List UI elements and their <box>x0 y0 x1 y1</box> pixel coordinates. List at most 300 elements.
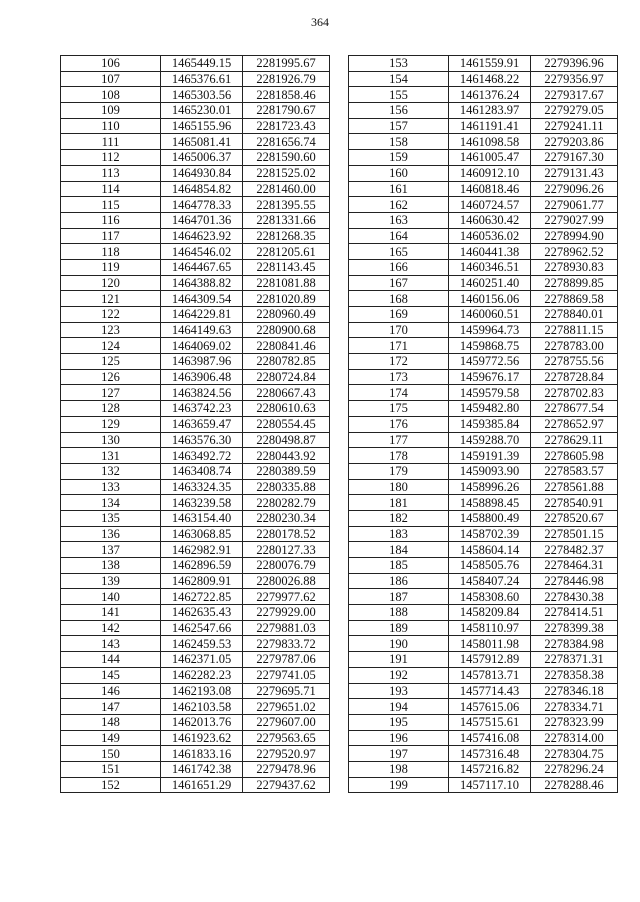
point-number-cell: 170 <box>349 322 449 338</box>
coordinate-x-cell: 1465081.41 <box>161 134 243 150</box>
coordinate-x-cell: 1457615.06 <box>449 699 531 715</box>
coordinate-x-cell: 1464069.02 <box>161 338 243 354</box>
table-row <box>349 338 618 354</box>
coordinate-x-cell: 1462459.53 <box>161 636 243 652</box>
coordinate-y-cell: 2278288.46 <box>531 777 618 793</box>
coordinate-y-cell: 2280782.85 <box>243 354 330 370</box>
coordinate-x-cell: 1461283.97 <box>449 103 531 119</box>
coordinate-y-cell: 2279651.02 <box>243 699 330 715</box>
coordinate-x-cell: 1461833.16 <box>161 746 243 762</box>
coordinate-y-cell: 2281460.00 <box>243 181 330 197</box>
coordinate-x-cell: 1458209.84 <box>449 605 531 621</box>
table-row <box>349 526 618 542</box>
coordinate-x-cell: 1462809.91 <box>161 573 243 589</box>
coordinate-y-cell: 2278561.88 <box>531 479 618 495</box>
coordinate-y-cell: 2279027.99 <box>531 212 618 228</box>
point-number-cell: 166 <box>349 259 449 275</box>
coordinate-x-cell: 1465449.15 <box>161 56 243 72</box>
coordinate-x-cell: 1458011.98 <box>449 636 531 652</box>
coordinate-x-cell: 1464930.84 <box>161 165 243 181</box>
coordinate-x-cell: 1461559.91 <box>449 56 531 72</box>
point-number-cell: 160 <box>349 165 449 181</box>
point-number-cell: 134 <box>61 495 161 511</box>
coordinate-x-cell: 1459964.73 <box>449 322 531 338</box>
coordinate-y-cell: 2278962.52 <box>531 244 618 260</box>
table-row <box>61 181 330 197</box>
coordinate-x-cell: 1458800.49 <box>449 510 531 526</box>
table-row <box>61 699 330 715</box>
coordinate-x-cell: 1464701.36 <box>161 212 243 228</box>
coordinate-y-cell: 2280724.84 <box>243 369 330 385</box>
coordinate-y-cell: 2280554.45 <box>243 416 330 432</box>
point-number-cell: 171 <box>349 338 449 354</box>
table-row <box>349 385 618 401</box>
coordinate-y-cell: 2280443.92 <box>243 448 330 464</box>
table-row <box>349 401 618 417</box>
coordinate-x-cell: 1459676.17 <box>449 369 531 385</box>
coordinate-y-cell: 2279131.43 <box>531 165 618 181</box>
coordinate-y-cell: 2278346.18 <box>531 683 618 699</box>
coordinate-y-cell: 2278755.56 <box>531 354 618 370</box>
coordinate-x-cell: 1461651.29 <box>161 777 243 793</box>
coordinate-x-cell: 1462371.05 <box>161 652 243 668</box>
coordinate-y-cell: 2279977.62 <box>243 589 330 605</box>
coordinate-y-cell: 2279695.71 <box>243 683 330 699</box>
point-number-cell: 152 <box>61 777 161 793</box>
table-row <box>349 589 618 605</box>
point-number-cell: 195 <box>349 714 449 730</box>
table-row <box>61 667 330 683</box>
coordinate-x-cell: 1462722.85 <box>161 589 243 605</box>
table-row <box>61 56 330 72</box>
coordinate-y-cell: 2280127.33 <box>243 542 330 558</box>
point-number-cell: 184 <box>349 542 449 558</box>
coordinate-y-cell: 2280230.34 <box>243 510 330 526</box>
table-row <box>61 746 330 762</box>
point-number-cell: 165 <box>349 244 449 260</box>
coordinate-x-cell: 1465376.61 <box>161 71 243 87</box>
table-row <box>349 432 618 448</box>
point-number-cell: 186 <box>349 573 449 589</box>
table-row <box>61 71 330 87</box>
point-number-cell: 133 <box>61 479 161 495</box>
coordinate-x-cell: 1458702.39 <box>449 526 531 542</box>
coordinate-x-cell: 1463154.40 <box>161 510 243 526</box>
coordinate-y-cell: 2280026.88 <box>243 573 330 589</box>
coordinate-x-cell: 1460156.06 <box>449 291 531 307</box>
point-number-cell: 143 <box>61 636 161 652</box>
table-row <box>349 354 618 370</box>
table-row <box>349 777 618 793</box>
table-row <box>349 652 618 668</box>
point-number-cell: 198 <box>349 761 449 777</box>
coordinate-x-cell: 1463576.30 <box>161 432 243 448</box>
coordinate-y-cell: 2281143.45 <box>243 259 330 275</box>
table-row <box>349 683 618 699</box>
table-row <box>349 463 618 479</box>
coordinate-x-cell: 1461191.41 <box>449 118 531 134</box>
coordinate-x-cell: 1457216.82 <box>449 761 531 777</box>
coordinate-x-cell: 1463824.56 <box>161 385 243 401</box>
coordinate-x-cell: 1457813.71 <box>449 667 531 683</box>
point-number-cell: 139 <box>61 573 161 589</box>
point-number-cell: 176 <box>349 416 449 432</box>
point-number-cell: 189 <box>349 620 449 636</box>
coordinate-y-cell: 2281268.35 <box>243 228 330 244</box>
table-row <box>61 354 330 370</box>
point-number-cell: 107 <box>61 71 161 87</box>
coordinate-x-cell: 1459482.80 <box>449 401 531 417</box>
coordinate-x-cell: 1462547.66 <box>161 620 243 636</box>
coordinate-y-cell: 2278629.11 <box>531 432 618 448</box>
coordinate-x-cell: 1457515.61 <box>449 714 531 730</box>
table-row <box>61 573 330 589</box>
coordinate-y-cell: 2279607.00 <box>243 714 330 730</box>
coordinate-x-cell: 1461923.62 <box>161 730 243 746</box>
point-number-cell: 118 <box>61 244 161 260</box>
table-row <box>61 228 330 244</box>
coordinate-y-cell: 2281995.67 <box>243 56 330 72</box>
coordinate-y-cell: 2278583.57 <box>531 463 618 479</box>
coordinate-x-cell: 1459579.58 <box>449 385 531 401</box>
coordinate-x-cell: 1465006.37 <box>161 150 243 166</box>
coordinate-y-cell: 2280335.88 <box>243 479 330 495</box>
table-row <box>61 463 330 479</box>
table-row <box>61 401 330 417</box>
point-number-cell: 155 <box>349 87 449 103</box>
coordinate-x-cell: 1459191.39 <box>449 448 531 464</box>
coordinate-x-cell: 1461098.58 <box>449 134 531 150</box>
coordinate-y-cell: 2280610.63 <box>243 401 330 417</box>
coordinate-y-cell: 2278702.83 <box>531 385 618 401</box>
coordinate-x-cell: 1458308.60 <box>449 589 531 605</box>
point-number-cell: 110 <box>61 118 161 134</box>
point-number-cell: 126 <box>61 369 161 385</box>
coordinate-x-cell: 1460346.51 <box>449 259 531 275</box>
table-row <box>61 495 330 511</box>
table-row <box>349 134 618 150</box>
coordinate-y-cell: 2279356.97 <box>531 71 618 87</box>
point-number-cell: 174 <box>349 385 449 401</box>
table-row <box>61 369 330 385</box>
coordinate-x-cell: 1460441.38 <box>449 244 531 260</box>
coordinate-x-cell: 1465230.01 <box>161 103 243 119</box>
coordinate-y-cell: 2280282.79 <box>243 495 330 511</box>
coordinate-x-cell: 1459288.70 <box>449 432 531 448</box>
coordinate-y-cell: 2278869.58 <box>531 291 618 307</box>
point-number-cell: 132 <box>61 463 161 479</box>
coordinate-y-cell: 2281081.88 <box>243 275 330 291</box>
table-row <box>61 683 330 699</box>
coordinate-y-cell: 2279563.65 <box>243 730 330 746</box>
point-number-cell: 188 <box>349 605 449 621</box>
coordinate-x-cell: 1462193.08 <box>161 683 243 699</box>
table-row <box>61 761 330 777</box>
point-number-cell: 153 <box>349 56 449 72</box>
table-row <box>61 730 330 746</box>
coordinate-x-cell: 1464546.02 <box>161 244 243 260</box>
table-row <box>349 165 618 181</box>
table-row <box>349 542 618 558</box>
point-number-cell: 122 <box>61 307 161 323</box>
table-row <box>61 291 330 307</box>
coordinate-x-cell: 1463239.58 <box>161 495 243 511</box>
point-number-cell: 130 <box>61 432 161 448</box>
point-number-cell: 128 <box>61 401 161 417</box>
table-row <box>349 322 618 338</box>
coordinate-y-cell: 2279061.77 <box>531 197 618 213</box>
coordinate-y-cell: 2280960.49 <box>243 307 330 323</box>
coordinate-y-cell: 2278899.85 <box>531 275 618 291</box>
coordinate-y-cell: 2281858.46 <box>243 87 330 103</box>
point-number-cell: 146 <box>61 683 161 699</box>
table-row <box>349 118 618 134</box>
coordinate-y-cell: 2281525.02 <box>243 165 330 181</box>
coordinate-y-cell: 2278605.98 <box>531 448 618 464</box>
table-row <box>61 605 330 621</box>
point-number-cell: 158 <box>349 134 449 150</box>
coordinate-y-cell: 2281790.67 <box>243 103 330 119</box>
coordinate-x-cell: 1463906.48 <box>161 369 243 385</box>
coordinate-x-cell: 1464309.54 <box>161 291 243 307</box>
coordinate-y-cell: 2278304.75 <box>531 746 618 762</box>
coordinate-x-cell: 1459772.56 <box>449 354 531 370</box>
table-row <box>349 307 618 323</box>
coordinate-y-cell: 2280076.79 <box>243 558 330 574</box>
table-row <box>61 589 330 605</box>
point-number-cell: 117 <box>61 228 161 244</box>
table-row <box>349 605 618 621</box>
coordinate-x-cell: 1464467.65 <box>161 259 243 275</box>
point-number-cell: 172 <box>349 354 449 370</box>
coordinate-x-cell: 1461742.38 <box>161 761 243 777</box>
point-number-cell: 192 <box>349 667 449 683</box>
coordinate-y-cell: 2278371.31 <box>531 652 618 668</box>
table-row <box>61 87 330 103</box>
point-number-cell: 154 <box>349 71 449 87</box>
coordinate-y-cell: 2279167.30 <box>531 150 618 166</box>
page-number: 364 <box>311 15 329 29</box>
coordinate-y-cell: 2279833.72 <box>243 636 330 652</box>
point-number-cell: 183 <box>349 526 449 542</box>
coordinate-y-cell: 2280498.87 <box>243 432 330 448</box>
coordinate-y-cell: 2278540.91 <box>531 495 618 511</box>
point-number-cell: 138 <box>61 558 161 574</box>
point-number-cell: 177 <box>349 432 449 448</box>
point-number-cell: 187 <box>349 589 449 605</box>
coordinate-y-cell: 2278520.67 <box>531 510 618 526</box>
coordinate-x-cell: 1464149.63 <box>161 322 243 338</box>
coordinate-y-cell: 2281926.79 <box>243 71 330 87</box>
coordinate-y-cell: 2278464.31 <box>531 558 618 574</box>
point-number-cell: 129 <box>61 416 161 432</box>
coordinate-y-cell: 2279241.11 <box>531 118 618 134</box>
coordinate-x-cell: 1462013.76 <box>161 714 243 730</box>
coordinate-x-cell: 1458898.45 <box>449 495 531 511</box>
point-number-cell: 194 <box>349 699 449 715</box>
table-row <box>349 746 618 762</box>
coordinate-y-cell: 2278384.98 <box>531 636 618 652</box>
coordinate-y-cell: 2280841.46 <box>243 338 330 354</box>
coordinate-y-cell: 2278482.37 <box>531 542 618 558</box>
coordinate-y-cell: 2278652.97 <box>531 416 618 432</box>
table-row <box>61 558 330 574</box>
coordinate-x-cell: 1460912.10 <box>449 165 531 181</box>
table-row <box>349 510 618 526</box>
coordinate-y-cell: 2278446.98 <box>531 573 618 589</box>
point-number-cell: 136 <box>61 526 161 542</box>
coordinate-x-cell: 1462635.43 <box>161 605 243 621</box>
coordinate-y-cell: 2279396.96 <box>531 56 618 72</box>
coordinate-x-cell: 1458505.76 <box>449 558 531 574</box>
coordinate-x-cell: 1460724.57 <box>449 197 531 213</box>
coordinate-y-cell: 2281395.55 <box>243 197 330 213</box>
point-number-cell: 148 <box>61 714 161 730</box>
coordinate-y-cell: 2280900.68 <box>243 322 330 338</box>
point-number-cell: 157 <box>349 118 449 134</box>
coordinate-y-cell: 2281723.43 <box>243 118 330 134</box>
table-row <box>61 620 330 636</box>
point-number-cell: 112 <box>61 150 161 166</box>
coordinate-y-cell: 2279929.00 <box>243 605 330 621</box>
coordinate-y-cell: 2278323.99 <box>531 714 618 730</box>
coordinate-x-cell: 1463324.35 <box>161 479 243 495</box>
coordinate-x-cell: 1457416.08 <box>449 730 531 746</box>
table-row <box>61 244 330 260</box>
coordinate-x-cell: 1460060.51 <box>449 307 531 323</box>
point-number-cell: 108 <box>61 87 161 103</box>
coordinate-y-cell: 2278677.54 <box>531 401 618 417</box>
table-row <box>61 636 330 652</box>
point-number-cell: 113 <box>61 165 161 181</box>
table-row <box>61 322 330 338</box>
coordinate-x-cell: 1463408.74 <box>161 463 243 479</box>
coordinate-y-cell: 2278501.15 <box>531 526 618 542</box>
point-number-cell: 159 <box>349 150 449 166</box>
coordinate-x-cell: 1465303.56 <box>161 87 243 103</box>
table-row <box>61 338 330 354</box>
point-number-cell: 140 <box>61 589 161 605</box>
table-row <box>61 448 330 464</box>
table-row <box>61 134 330 150</box>
coordinate-y-cell: 2281205.61 <box>243 244 330 260</box>
coordinate-y-cell: 2279787.06 <box>243 652 330 668</box>
point-number-cell: 151 <box>61 761 161 777</box>
coordinate-y-cell: 2278994.90 <box>531 228 618 244</box>
point-number-cell: 147 <box>61 699 161 715</box>
point-number-cell: 162 <box>349 197 449 213</box>
point-number-cell: 114 <box>61 181 161 197</box>
table-row <box>61 103 330 119</box>
point-number-cell: 169 <box>349 307 449 323</box>
coordinate-y-cell: 2281020.89 <box>243 291 330 307</box>
point-number-cell: 199 <box>349 777 449 793</box>
table-row <box>349 259 618 275</box>
point-number-cell: 181 <box>349 495 449 511</box>
point-number-cell: 127 <box>61 385 161 401</box>
table-row <box>61 259 330 275</box>
coordinate-x-cell: 1457912.89 <box>449 652 531 668</box>
coordinate-x-cell: 1457316.48 <box>449 746 531 762</box>
coordinates-table-left <box>60 55 330 793</box>
table-row <box>349 495 618 511</box>
coordinate-y-cell: 2281331.66 <box>243 212 330 228</box>
point-number-cell: 123 <box>61 322 161 338</box>
coordinate-x-cell: 1464388.82 <box>161 275 243 291</box>
table-row <box>61 510 330 526</box>
table-row <box>349 558 618 574</box>
table-row <box>349 103 618 119</box>
point-number-cell: 196 <box>349 730 449 746</box>
point-number-cell: 175 <box>349 401 449 417</box>
point-number-cell: 111 <box>61 134 161 150</box>
point-number-cell: 193 <box>349 683 449 699</box>
coordinate-y-cell: 2278296.24 <box>531 761 618 777</box>
table-row <box>349 636 618 652</box>
coordinate-y-cell: 2278811.15 <box>531 322 618 338</box>
coordinate-x-cell: 1463987.96 <box>161 354 243 370</box>
coordinate-y-cell: 2278783.00 <box>531 338 618 354</box>
point-number-cell: 145 <box>61 667 161 683</box>
table-row <box>61 542 330 558</box>
point-number-cell: 197 <box>349 746 449 762</box>
coordinate-y-cell: 2278399.38 <box>531 620 618 636</box>
table-row <box>349 667 618 683</box>
coordinate-x-cell: 1464229.81 <box>161 307 243 323</box>
point-number-cell: 161 <box>349 181 449 197</box>
coordinate-y-cell: 2279203.86 <box>531 134 618 150</box>
table-row <box>349 244 618 260</box>
table-row <box>349 87 618 103</box>
table-row <box>61 652 330 668</box>
point-number-cell: 131 <box>61 448 161 464</box>
coordinate-x-cell: 1457117.10 <box>449 777 531 793</box>
table-row <box>349 573 618 589</box>
table-row <box>349 150 618 166</box>
table-row <box>349 197 618 213</box>
point-number-cell: 109 <box>61 103 161 119</box>
table-row <box>349 56 618 72</box>
coordinate-x-cell: 1465155.96 <box>161 118 243 134</box>
table-row <box>349 416 618 432</box>
coordinate-x-cell: 1461005.47 <box>449 150 531 166</box>
coordinate-x-cell: 1459868.75 <box>449 338 531 354</box>
coordinate-y-cell: 2280178.52 <box>243 526 330 542</box>
point-number-cell: 190 <box>349 636 449 652</box>
coordinate-x-cell: 1462982.91 <box>161 542 243 558</box>
coordinate-x-cell: 1460818.46 <box>449 181 531 197</box>
coordinates-table-right <box>348 55 618 793</box>
point-number-cell: 182 <box>349 510 449 526</box>
table-row <box>61 526 330 542</box>
point-number-cell: 167 <box>349 275 449 291</box>
table-row <box>61 197 330 213</box>
coordinate-y-cell: 2279096.26 <box>531 181 618 197</box>
table-row <box>349 212 618 228</box>
coordinate-x-cell: 1462896.59 <box>161 558 243 574</box>
coordinate-y-cell: 2278414.51 <box>531 605 618 621</box>
point-number-cell: 135 <box>61 510 161 526</box>
table-row <box>61 714 330 730</box>
table-row <box>61 275 330 291</box>
point-number-cell: 168 <box>349 291 449 307</box>
coordinate-x-cell: 1458110.97 <box>449 620 531 636</box>
coordinate-y-cell: 2278430.38 <box>531 589 618 605</box>
table-row <box>61 307 330 323</box>
coordinate-y-cell: 2278314.00 <box>531 730 618 746</box>
coordinate-x-cell: 1464854.82 <box>161 181 243 197</box>
coordinate-y-cell: 2279881.03 <box>243 620 330 636</box>
